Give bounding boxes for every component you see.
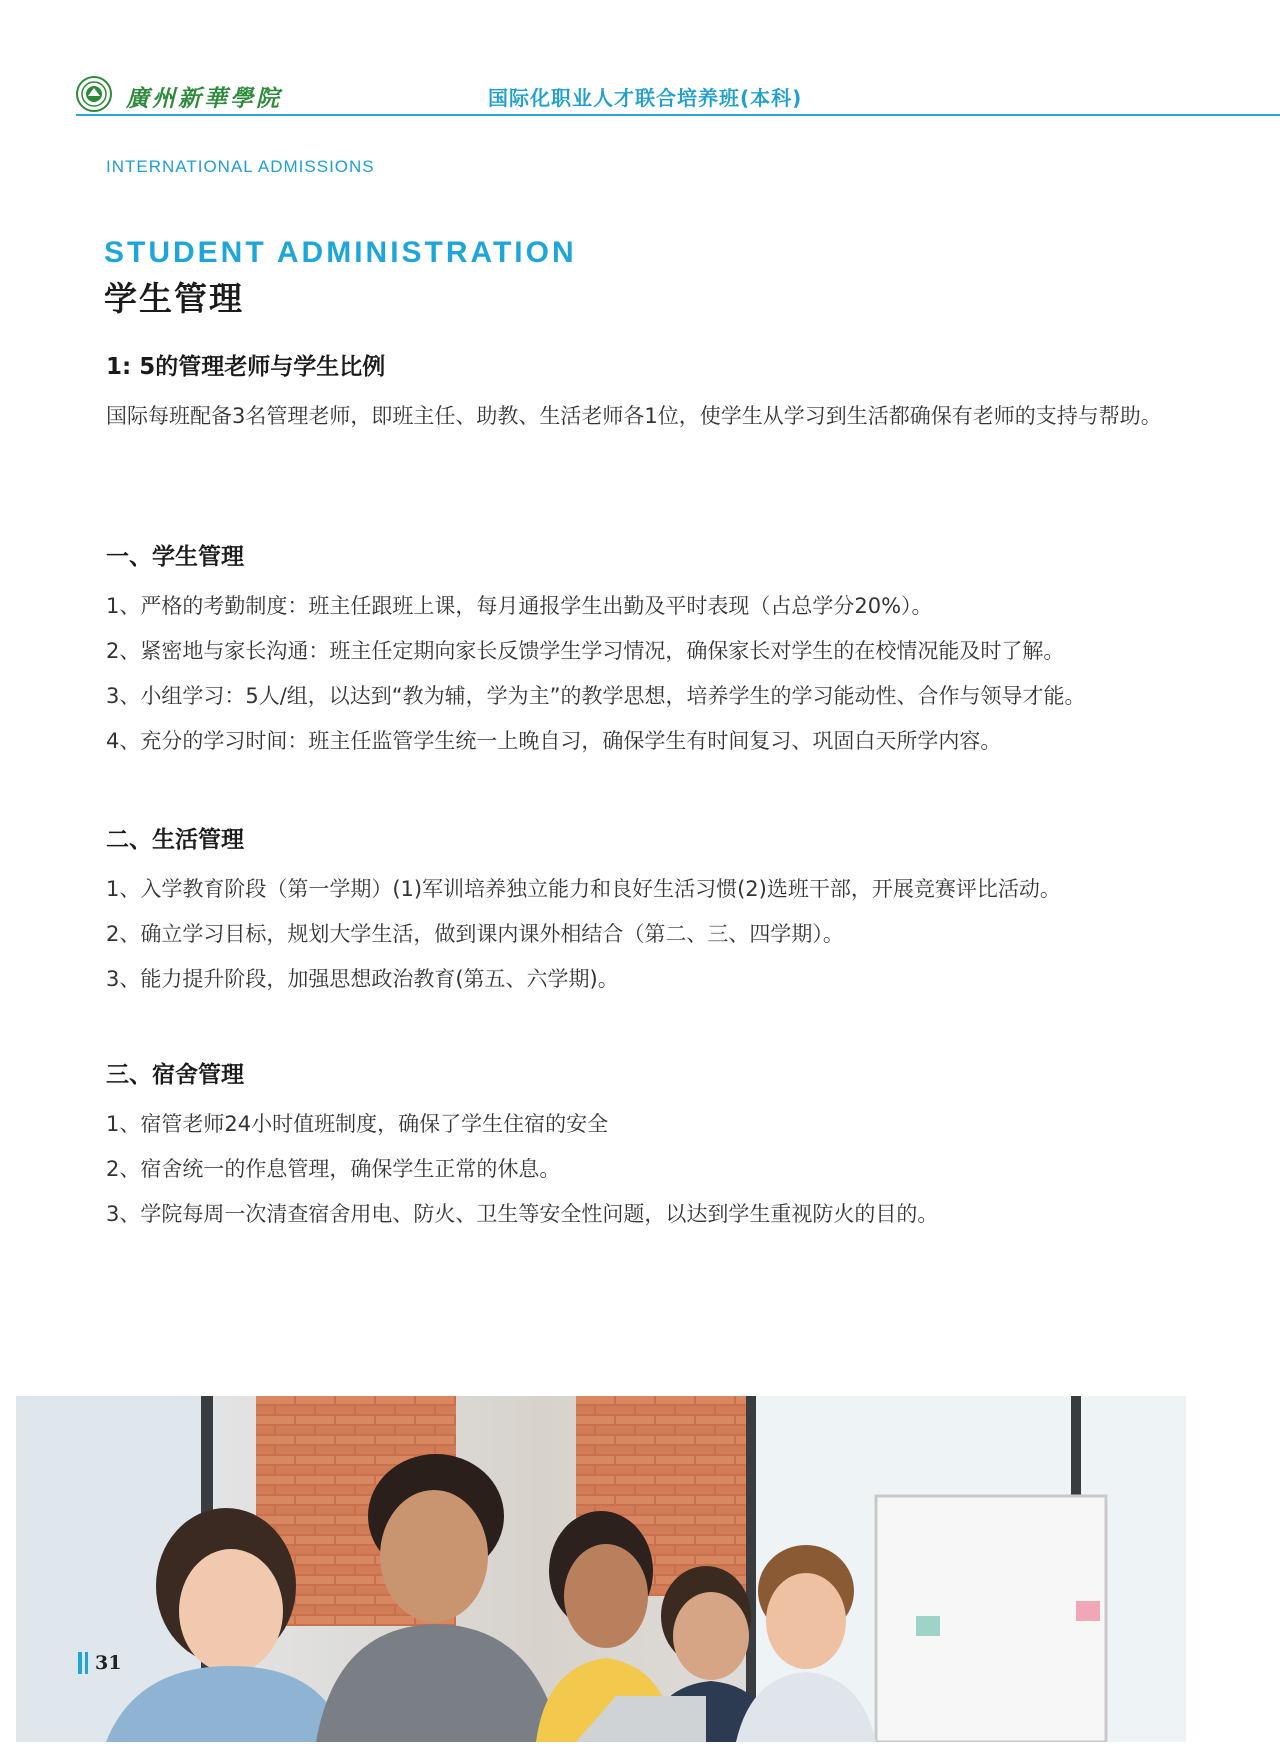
header-divider [76, 114, 1280, 116]
section-kicker: INTERNATIONAL ADMISSIONS [106, 157, 375, 176]
page-number-text: 31 [95, 1652, 122, 1674]
list-item: 1、宿管老师24小时值班制度，确保了学生住宿的安全 [106, 1112, 609, 1136]
page-number [78, 1650, 121, 1676]
program-title: 国际化职业人才联合培养班(本科) [488, 86, 803, 110]
ratio-body: 国际每班配备3名管理老师，即班主任、助教、生活老师各1位，使学生从学习到生活都确保有老师的支持与帮助。 [106, 404, 1162, 428]
list-item: 3、学院每周一次清查宿舍用电、防火、卫生等安全性问题，以达到学生重视防火的目的。 [106, 1202, 939, 1226]
section-heading: 一、学生管理 [106, 544, 244, 570]
dormitory-management-section [106, 1058, 1196, 1237]
page-header [76, 72, 1280, 118]
section-heading: 二、生活管理 [106, 827, 244, 853]
list-item: 2、确立学习目标，规划大学生活，做到课内课外相结合（第二、三、四学期）。 [106, 922, 844, 946]
life-management-section [106, 823, 1196, 1002]
ratio-section [106, 350, 1196, 439]
school-seal-icon [76, 76, 112, 112]
list-item: 1、严格的考勤制度：班主任跟班上课，每月通报学生出勤及平时表现（占总学分20%）。 [106, 594, 933, 618]
page-title-en: STUDENT ADMINISTRATION [104, 236, 577, 269]
students-photo-illustration [16, 1396, 1186, 1742]
students-photo [16, 1396, 1186, 1742]
list-item: 3、小组学习：5人/组，以达到“教为辅，学为主”的教学思想，培养学生的学习能动性、合作与领导才能。 [106, 684, 1086, 708]
list-item: 2、宿舍统一的作息管理，确保学生正常的休息。 [106, 1157, 561, 1181]
section-heading: 三、宿舍管理 [106, 1062, 244, 1088]
page-number-bar [78, 1652, 82, 1674]
page-number-bar [85, 1652, 88, 1674]
list-item: 2、紧密地与家长沟通：班主任定期向家长反馈学生学习情况，确保家长对学生的在校情况能及时了解。 [106, 639, 1065, 663]
page-title-zh: 学生管理 [104, 279, 244, 318]
list-item: 4、充分的学习时间：班主任监管学生统一上晚自习，确保学生有时间复习、巩固白天所学内容。 [106, 729, 1002, 753]
ratio-heading: 1: 5的管理老师与学生比例 [106, 354, 386, 380]
list-item: 1、入学教育阶段（第一学期）(1)军训培养独立能力和良好生活习惯(2)选班干部，开展竞赛评比活动。 [106, 877, 1061, 901]
list-item: 3、能力提升阶段，加强思想政治教育(第五、六学期)。 [106, 967, 619, 991]
student-management-section [106, 540, 1196, 764]
school-name: 廣州新華學院 [126, 85, 282, 112]
